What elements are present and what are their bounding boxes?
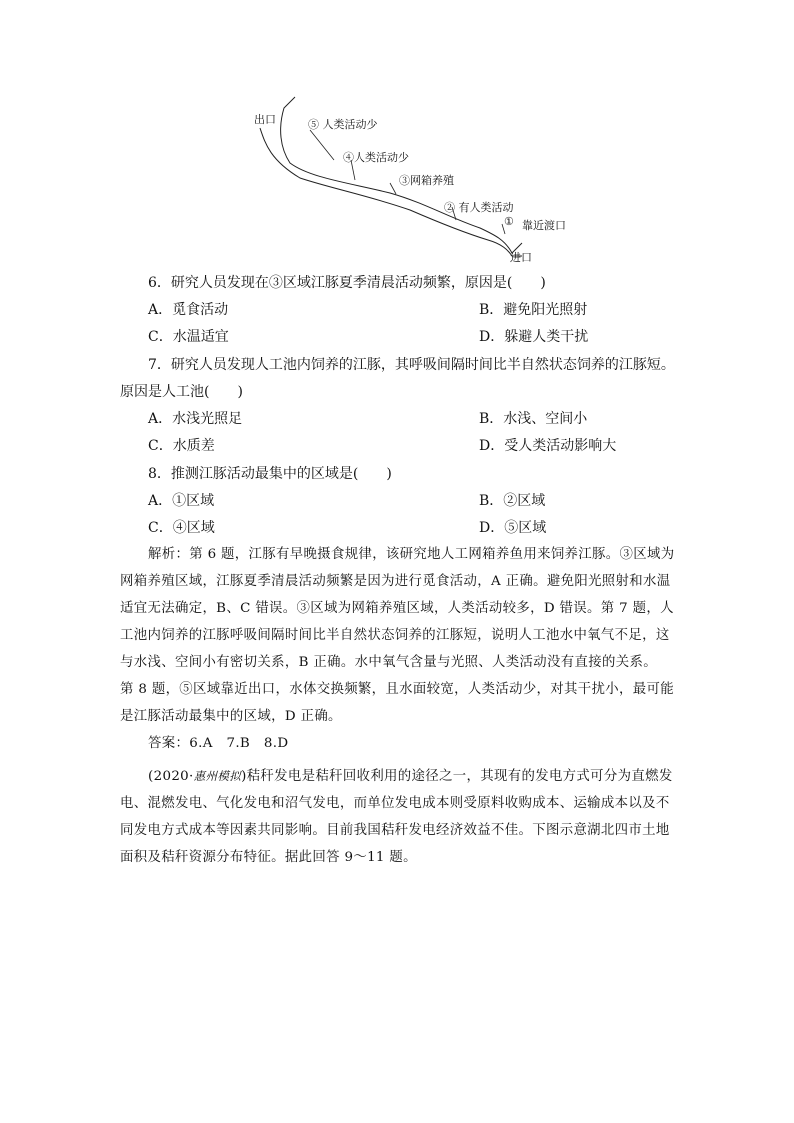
question-8-stem: 8．推测江豚活动最集中的区域是( )	[148, 466, 392, 482]
analysis-line: 解析：第 6 题，江豚有早晚摄食规律，该研究地人工网箱养鱼用来饲养江豚。③区域为	[148, 547, 675, 562]
q6-option-c: C．水温适宜	[148, 329, 229, 345]
source-tag: 惠州模拟	[193, 769, 242, 783]
q8-option-a: A．①区域	[148, 493, 215, 509]
q8-option-b: B．②区域	[479, 493, 546, 509]
question-7-stem-cont: 原因是人工池( )	[120, 384, 243, 400]
q6-option-b: B．避免阳光照射	[479, 302, 588, 318]
q6-option-d: D．躲避人类干扰	[479, 329, 589, 345]
river-zone-diagram	[240, 88, 580, 268]
zone-5-label: ⑤ 人类活动少	[308, 118, 378, 131]
exit-label: 出口	[254, 113, 276, 126]
q7-option-a: A．水浅光照足	[148, 411, 243, 427]
intro-paragraph	[120, 763, 682, 871]
zone-1-label: ①	[504, 215, 514, 228]
source-open: (2020·	[148, 769, 194, 784]
analysis-line: 网箱养殖区域，江豚夏季清晨活动频繁是因为进行觅食活动，A 正确。避免阳光照射和水温	[120, 574, 671, 589]
intro-line	[120, 763, 682, 790]
analysis-line: 工池内饲养的江豚呼吸间隔时间比半自然状态饲养的江豚短，说明人工池水中氧气不足，这	[120, 628, 670, 643]
zone-2-label: ② 有人类活动	[444, 201, 514, 214]
zone-3-label: ③网箱养殖	[399, 174, 454, 187]
intro-line: 电、混燃发电、气化发电和沼气发电，而单位发电成本则受原料收购成本、运输成本以及不	[120, 796, 670, 811]
analysis-line: 适宜无法确定，B、C 错误。③区域为网箱养殖区域，人类活动较多，D 错误。第 7 题，人	[120, 601, 674, 616]
analysis-line: 与水浅、空间小有密切关系，B 正确。水中氧气含量与光照、人类活动没有直接的关系。	[120, 655, 657, 670]
q7-option-b: B．水浅、空间小	[479, 411, 588, 427]
intro-line: 面积及秸秆资源分布特征。据此回答 9～11 题。	[120, 850, 417, 865]
q7-option-d: D．受人类活动影响大	[479, 438, 617, 454]
question-6-stem: 6．研究人员发现在③区域江豚夏季清晨活动频繁，原因是( )	[148, 275, 546, 291]
q6-option-a: A．觅食活动	[148, 302, 229, 318]
question-7-stem: 7．研究人员发现人工池内饲养的江豚，其呼吸间隔时间比半自然状态饲养的江豚短。	[148, 357, 675, 373]
q8-option-c: C．④区域	[148, 520, 215, 536]
zone-4-label: ④人类活动少	[343, 151, 409, 164]
analysis-line: 第 8 题，⑤区域靠近出口，水体交换频繁，且水面较宽，人类活动少，对其干扰小，最可能	[120, 682, 674, 697]
answer-line: 答案：6.A 7.B 8.D	[148, 736, 289, 751]
entry-label: 进口	[510, 251, 532, 264]
analysis-line: 是江豚活动最集中的区域，D 正确。	[120, 709, 342, 724]
intro-line-1-rest: )秸秆发电是秸秆回收利用的途径之一，其现有的发电方式可分为直燃发	[241, 769, 673, 784]
q8-option-d: D．⑤区域	[479, 520, 547, 536]
intro-line: 同发电方式成本等因素共同影响。目前我国秸秆发电经济效益不佳。下图示意湖北四市土地	[120, 823, 670, 838]
ferry-label: 靠近渡口	[522, 219, 566, 232]
analysis-paragraph	[120, 541, 682, 757]
q7-option-c: C．水质差	[148, 438, 215, 454]
